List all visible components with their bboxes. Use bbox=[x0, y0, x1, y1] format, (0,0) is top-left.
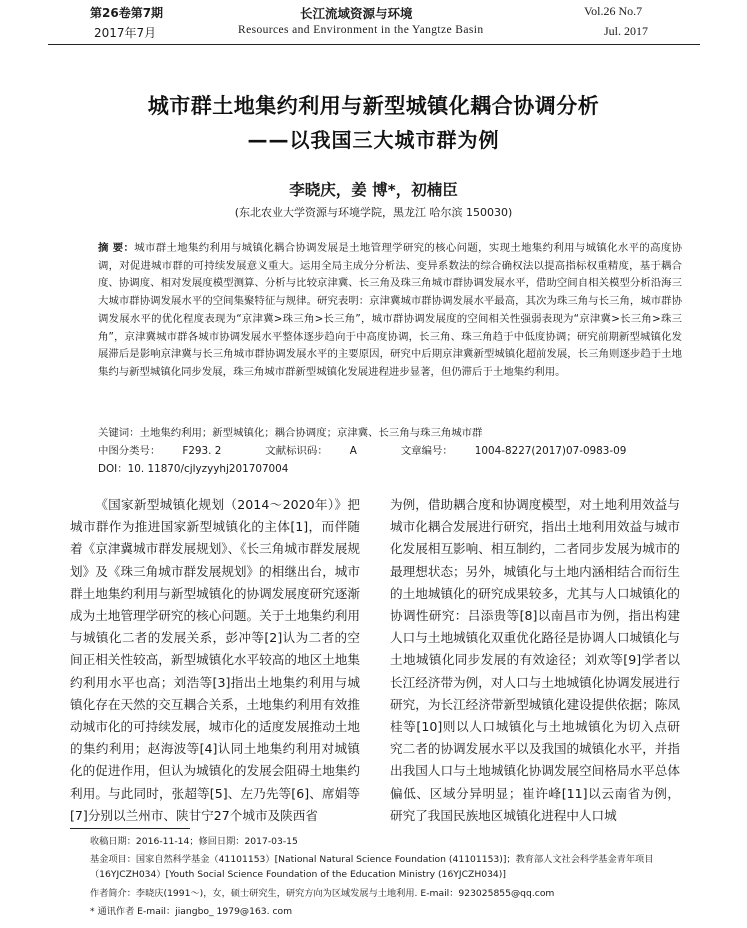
footnote-received: 收稿日期：2016-11-14；修回日期：2017-03-15 bbox=[90, 836, 298, 847]
body-column-right bbox=[390, 494, 680, 827]
body-paragraph: 为例，借助耦合度和协调度模型，对土地利用效益与城市化耦合发展进行研究，指出土地利用效益与城市化发展相互影响、相互制约，二者同步发展为城市的最理想状态；另外，城镇化与土地内涵相结合而衍生的土地城镇化的研究成果较多，尤其与人口城镇化的协调性研究：吕添贵等[8]以南昌市为例，指出构建人口与土地城镇化双重优化路径是协调人口城镇化与土地城镇化同步发展的有效途径；刘欢等[9]学者以长江经济带为例，对人口与土地城镇化协调发展进行研究，为长江经济带新型城镇化建设提供依据；陈凤桂等[10]则以人口城镇化与土地城镇化为切入点研究二者的协调发展水平以及我国的城镇化水平，并指出我国人口与土地城镇化协调发展空间格局水平总体偏低、区域分异明显；崔许峰[11]以云南省为例，研究了我国民族地区城镇化进程中人口城 bbox=[390, 497, 680, 823]
keywords-text: 土地集约利用；新型城镇化；耦合协调度；京津冀、长三角与珠三角城市群 bbox=[139, 427, 483, 439]
clc-value: F293. 2 bbox=[182, 445, 222, 457]
abstract bbox=[98, 240, 682, 382]
footnote-corresponding: * 通讯作者 E-mail：jiangbo_ 1979@163. com bbox=[90, 906, 293, 917]
abstract-label: 摘 要： bbox=[98, 242, 135, 254]
article-no-value: 1004-8227(2017)07-0983-09 bbox=[474, 445, 627, 457]
keywords bbox=[98, 424, 682, 439]
article-subtitle: ——以我国三大城市群为例 bbox=[247, 128, 500, 152]
header-journal-cn: 长江流域资源与环境 bbox=[300, 6, 413, 21]
footnote-rule bbox=[70, 828, 190, 829]
header-volume-cn: 第26卷第7期 bbox=[90, 6, 164, 20]
header-volume-en: Vol.26 No.7 bbox=[584, 4, 643, 18]
doi-line bbox=[98, 460, 682, 475]
running-header bbox=[0, 0, 747, 46]
article-no-label: 文章编号： bbox=[400, 445, 453, 457]
clc-label: 中图分类号： bbox=[98, 445, 161, 457]
doi-value: 10. 11870/cjlyzyyhj201707004 bbox=[127, 463, 289, 475]
classification-line bbox=[98, 442, 682, 457]
header-date-cn: 2017年7月 bbox=[94, 26, 157, 40]
doi-label: DOI： bbox=[98, 463, 128, 475]
footnote-author-bio: 作者简介：李晓庆(1991～)，女，硕士研究生，研究方向为区域发展与土地利用. E-mail：923025855@qq.com bbox=[90, 888, 555, 899]
affiliation: (东北农业大学资源与环境学院，黑龙江 哈尔滨 150030) bbox=[234, 206, 513, 219]
keywords-label: 关键词： bbox=[98, 427, 140, 439]
article-title: 城市群土地集约利用与新型城镇化耦合协调分析 bbox=[147, 94, 600, 118]
header-journal-en: Resources and Environment in the Yangtze Basin bbox=[238, 24, 484, 36]
authors: 李晓庆，姜 博*，初楠臣 bbox=[289, 181, 458, 199]
header-rule bbox=[48, 44, 700, 45]
abstract-text: 城市群土地集约利用与城镇化耦合协调发展是土地管理学研究的核心问题，实现土地集约利用与城镇化水平的高度协调，对促进城市群的可持续发展意义重大。运用全局主成分分析法、变异系数法的综合确权法以提高指标权重精度，基于耦合度、协调度、相对发展度模型测算、分析与比较京津冀、长三角及珠三角城市群协调发展水平，借助空间自相关模型分析沿海三大城市群协调发展水平的空间集聚特征与规律。研究表明：京津冀城市群协调发展水平最高，其次为珠三角与长三角，城市群协调发展水平的优化程度表现为“京津冀>珠三角>长三角”，城市群协调发展度的空间相关性强弱表现为“京津冀>长三角>珠三角”，京津冀城市群各城市协调发展水平整体逐步趋向于中高度协调，长三角、珠三角趋于中低度协调；研究前期新型城镇化发展滞后是影响京津冀与长三角城市群协调发展水平的主要原因，研究中后期京津冀新型城镇化超前发展，长三角则逐步趋于土地集约与新型城镇化同步发展，珠三角城市群新型城镇化发展进程进步显著，但仍滞后于土地集约利用。 bbox=[98, 242, 682, 378]
footnote-fund: 基金项目：国家自然科学基金（41101153）[National Natural Science Foundation (41101153)]；教育部人文社会科学基金青年项目（16YJCZH034）[Youth Social Science Foundation of the Education Ministry (16YJCZH034)] bbox=[90, 854, 654, 880]
body-column-left bbox=[70, 494, 360, 827]
header-date-en: Jul. 2017 bbox=[604, 24, 649, 38]
body-paragraph: 《国家新型城镇化规划（2014～2020年）》把城市群作为推进国家新型城镇化的主体[1]，而伴随着《京津冀城市群发展规划》、《长三角城市群发展规划》及《珠三角城市群发展规划》的相继出台，城市群土地集约利用与新型城镇化的协调发展度研究逐渐成为土地管理学研究的核心问题。关于土地集约利用与城镇化二者的发展关系，彭冲等[2]认为二者的空间正相关性较高，新型城镇化水平较高的地区土地集约利用水平也高；刘浩等[3]指出土地集约利用与城镇化存在天然的交互耦合关系，土地集约利用有效推动城市化的可持续发展，城市化的适度发展推动土地的集约利用；赵海波等[4]认同土地集约利用对城镇化的促进作用，但认为城镇化的发展会阻碍土地集约利用。与此同时，张超等[5]、左乃先等[6]、席娟等[7]分别以兰州市、陕甘宁27个城市及陕西省 bbox=[70, 497, 360, 823]
doc-code-label: 文献标识码： bbox=[265, 445, 328, 457]
doc-code-value: A bbox=[349, 445, 357, 457]
